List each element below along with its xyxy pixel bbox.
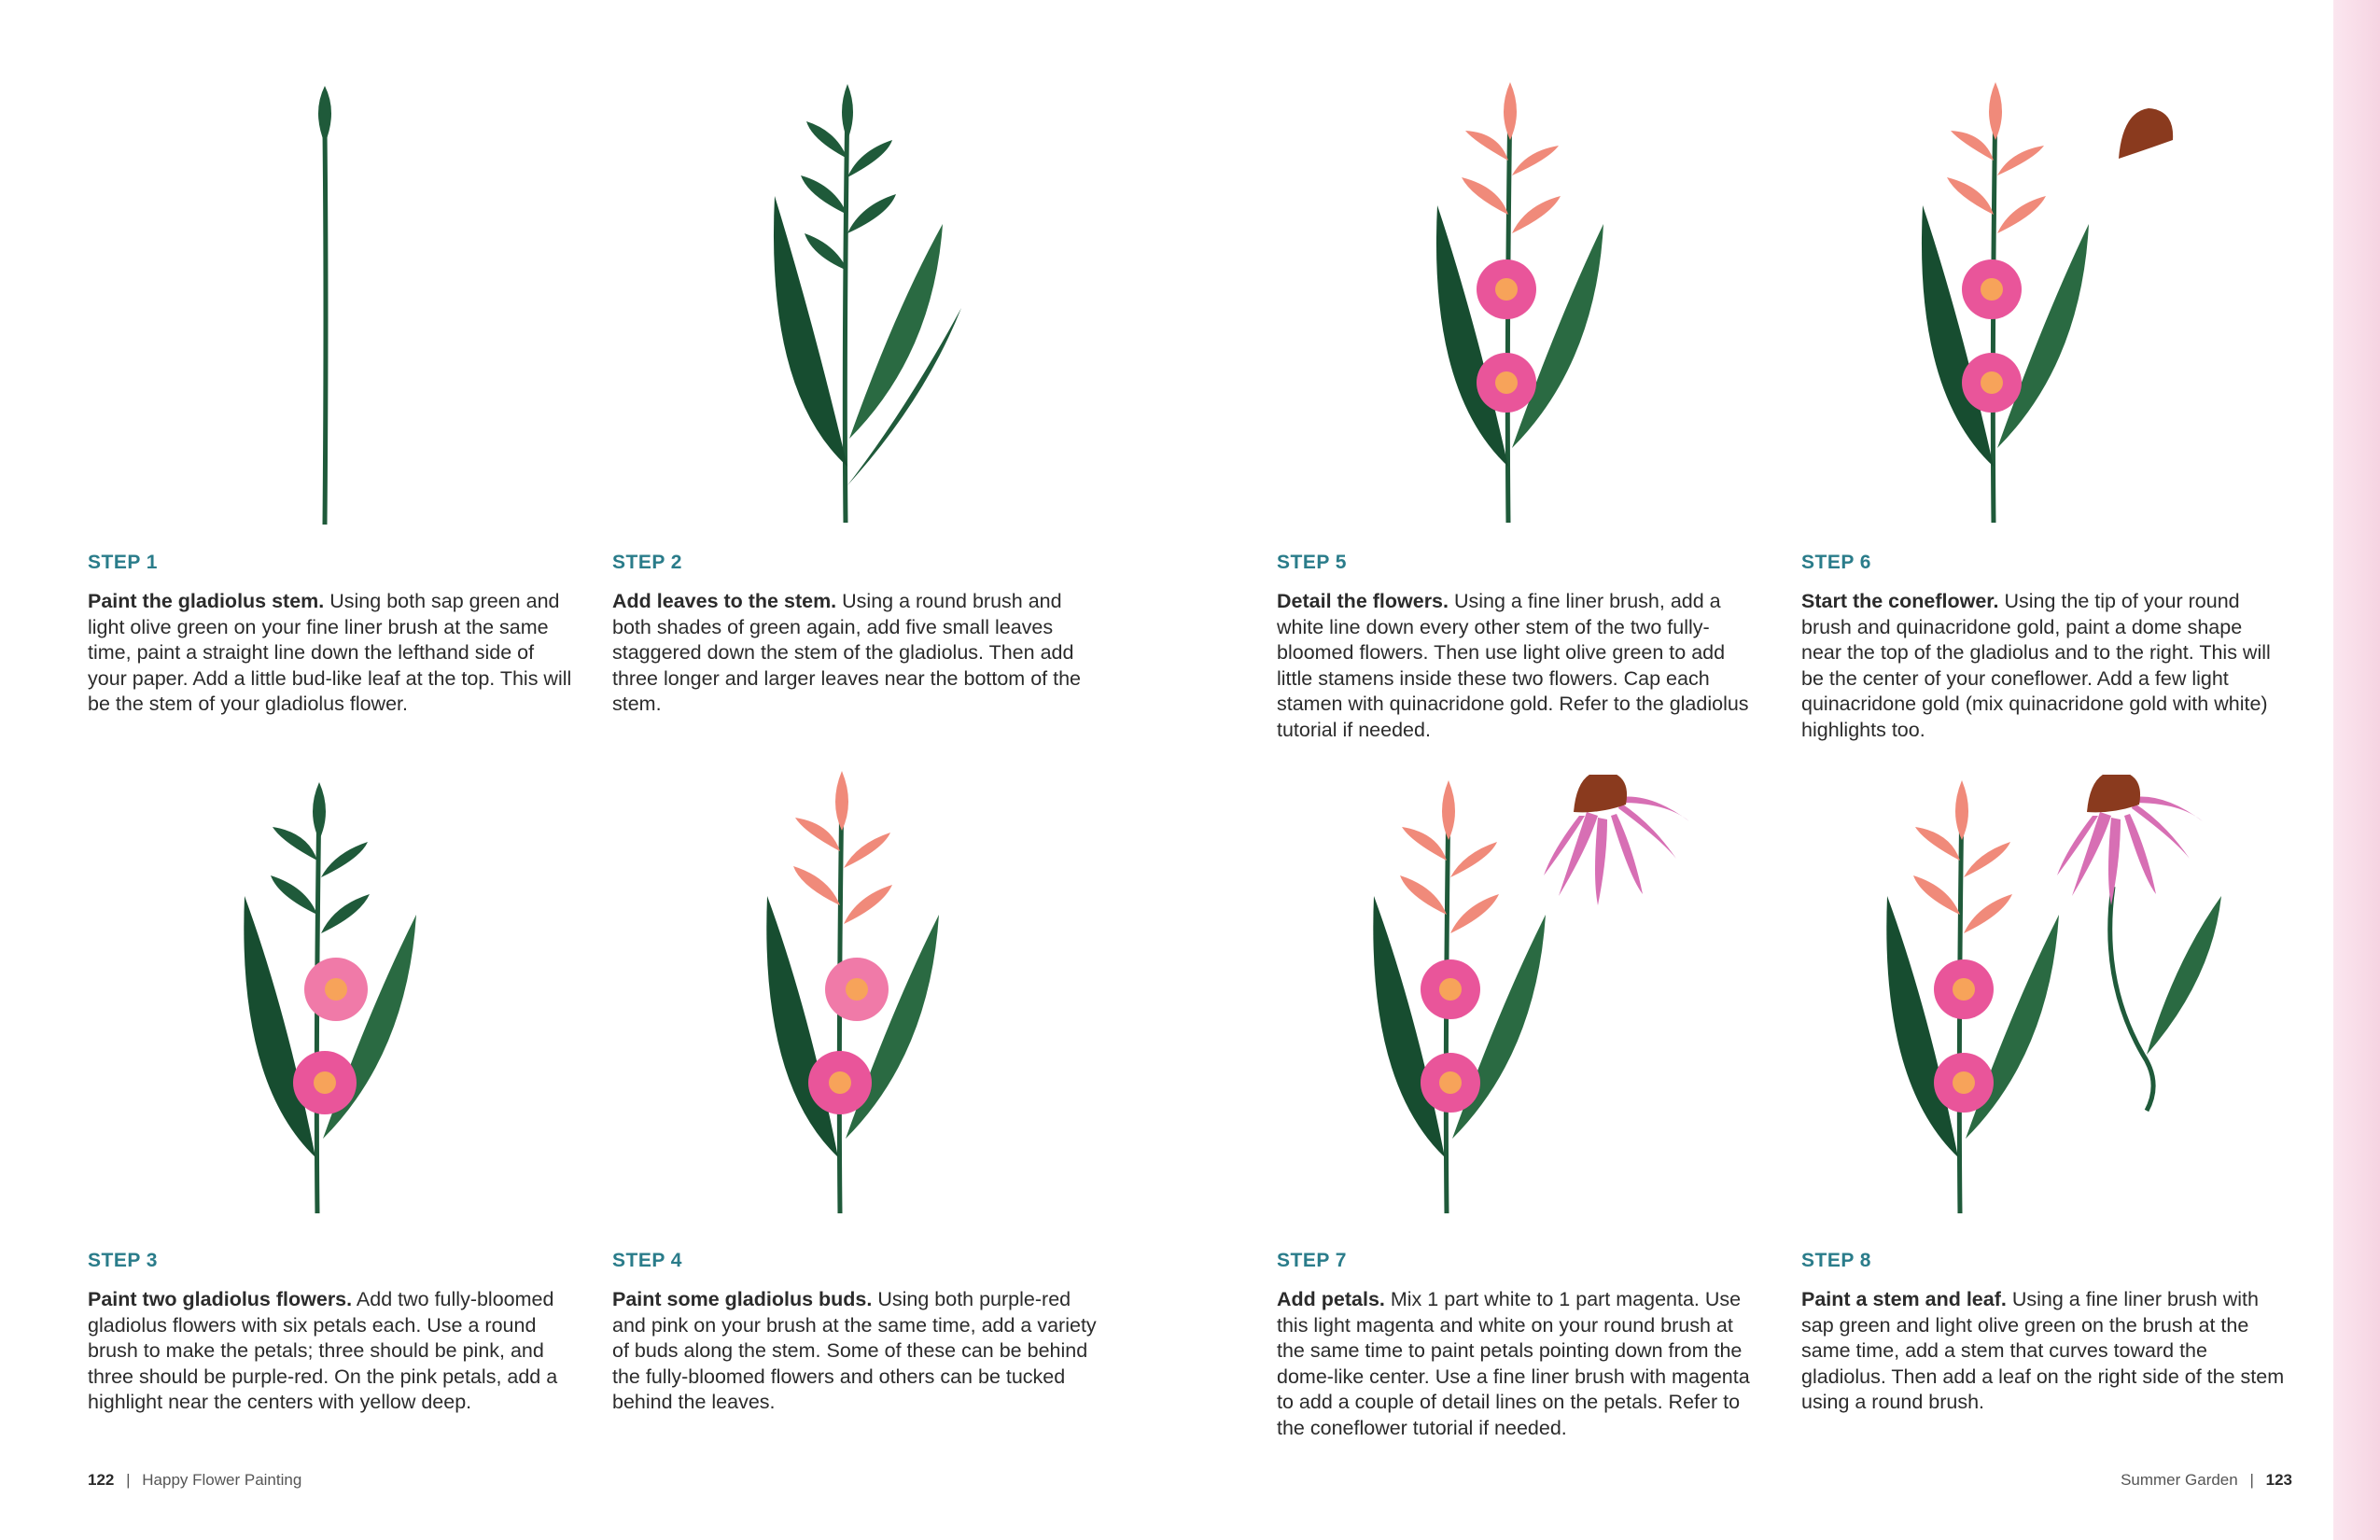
illustration-step-8 xyxy=(1867,775,2231,1223)
footer-right xyxy=(2121,1471,2292,1490)
step-description xyxy=(1277,589,1762,743)
step-description xyxy=(1277,1287,1762,1441)
step-label: STEP 8 xyxy=(1801,1250,1871,1271)
step-text: Using a fine liner brush with sap green and light olive green on the brush at the same time, add a stem that curves toward the gladiolus. Then add a leaf on the right side of the stem using a round brush. xyxy=(1801,1288,2285,1413)
step-7-block xyxy=(1277,1251,1762,1441)
page-number-left: 122 xyxy=(88,1471,115,1489)
step-text: Using a round brush and both shades of green again, add five small leaves staggered down the stem of the gladiolus. Then add three longer and larger leaves near the bottom of the stem. xyxy=(612,590,1081,715)
step-description xyxy=(88,589,573,718)
step-lead: Paint some gladiolus buds. xyxy=(612,1288,873,1310)
step-description xyxy=(612,1287,1098,1416)
step-text: Using a fine liner brush, add a white line down every other stem of the two fully-bloomed flowers. Then use light olive green to add little stamens inside these two flowers. Cap each stamen with quinacridone gold. Refer to the gladiolus tutorial if needed. xyxy=(1277,590,1749,741)
step-8-block xyxy=(1801,1251,2287,1416)
step-2-block xyxy=(612,553,1098,718)
chapter-title: Summer Garden xyxy=(2121,1471,2238,1489)
footer-separator: | xyxy=(2249,1471,2254,1489)
step-label: STEP 3 xyxy=(88,1250,158,1271)
step-label: STEP 6 xyxy=(1801,552,1871,573)
step-description xyxy=(88,1287,573,1416)
step-lead: Start the coneflower. xyxy=(1801,590,1999,612)
illustration-step-6 xyxy=(1895,75,2203,532)
page-edge-strip xyxy=(2333,0,2380,1540)
step-3-block xyxy=(88,1251,573,1416)
step-text: Using the tip of your round brush and quinacridone gold, paint a dome shape near the top of the gladiolus and to the right. This will be the center of your coneflower. Add a few light quinacridone gold (mix quinacridone gold with white) highlights too. xyxy=(1801,590,2271,741)
step-description xyxy=(612,589,1098,718)
step-5-block xyxy=(1277,553,1762,743)
illustration-step-7 xyxy=(1353,775,1699,1223)
step-lead: Paint a stem and leaf. xyxy=(1801,1288,2007,1310)
illustration-step-4 xyxy=(747,765,971,1223)
illustration-step-2 xyxy=(747,75,971,532)
step-description xyxy=(1801,1287,2287,1416)
step-label: STEP 2 xyxy=(612,552,682,573)
step-text: Using both sap green and light olive green on your fine liner brush at the same time, paint a straight line down the lefthand side of your paper. Add a little bud-like leaf at the top. This will be the stem of your gladiolus flower. xyxy=(88,590,572,715)
step-text: Mix 1 part white to 1 part magenta. Use this light magenta and white on your round brush at the same time to paint petals pointing down from the dome-like center. Use a fine liner brush with magenta to add a couple of detail lines on the petals. Refer to the coneflower tutorial if needed. xyxy=(1277,1288,1750,1439)
illustration-step-5 xyxy=(1409,75,1633,532)
step-lead: Add petals. xyxy=(1277,1288,1385,1310)
illustration-step-3 xyxy=(224,775,448,1223)
footer-left xyxy=(88,1471,301,1490)
step-1-block xyxy=(88,553,573,718)
step-6-block xyxy=(1801,553,2287,743)
step-label: STEP 4 xyxy=(612,1250,682,1271)
footer-separator: | xyxy=(126,1471,131,1489)
step-label: STEP 5 xyxy=(1277,552,1347,573)
book-title: Happy Flower Painting xyxy=(142,1471,302,1489)
step-4-block xyxy=(612,1251,1098,1416)
step-description xyxy=(1801,589,2287,743)
step-lead: Paint the gladiolus stem. xyxy=(88,590,325,612)
step-label: STEP 7 xyxy=(1277,1250,1347,1271)
step-lead: Add leaves to the stem. xyxy=(612,590,837,612)
page-number-right: 123 xyxy=(2265,1471,2292,1489)
step-lead: Detail the flowers. xyxy=(1277,590,1449,612)
step-lead: Paint two gladiolus flowers. xyxy=(88,1288,353,1310)
illustration-step-1 xyxy=(271,75,383,532)
step-label: STEP 1 xyxy=(88,552,158,573)
step-text: Using both purple-red and pink on your brush at the same time, add a variety of buds along the stem. Some of these can be behind the fully-bloomed flowers and others can be tucked behind the leaves. xyxy=(612,1288,1097,1413)
step-text: Add two fully-bloomed gladiolus flowers with six petals each. Use a round brush to make the petals; three should be pink, and three should be purple-red. On the pink petals, add a highlight near the centers with yellow deep. xyxy=(88,1288,558,1413)
gladiolus-flower xyxy=(1477,259,1536,319)
